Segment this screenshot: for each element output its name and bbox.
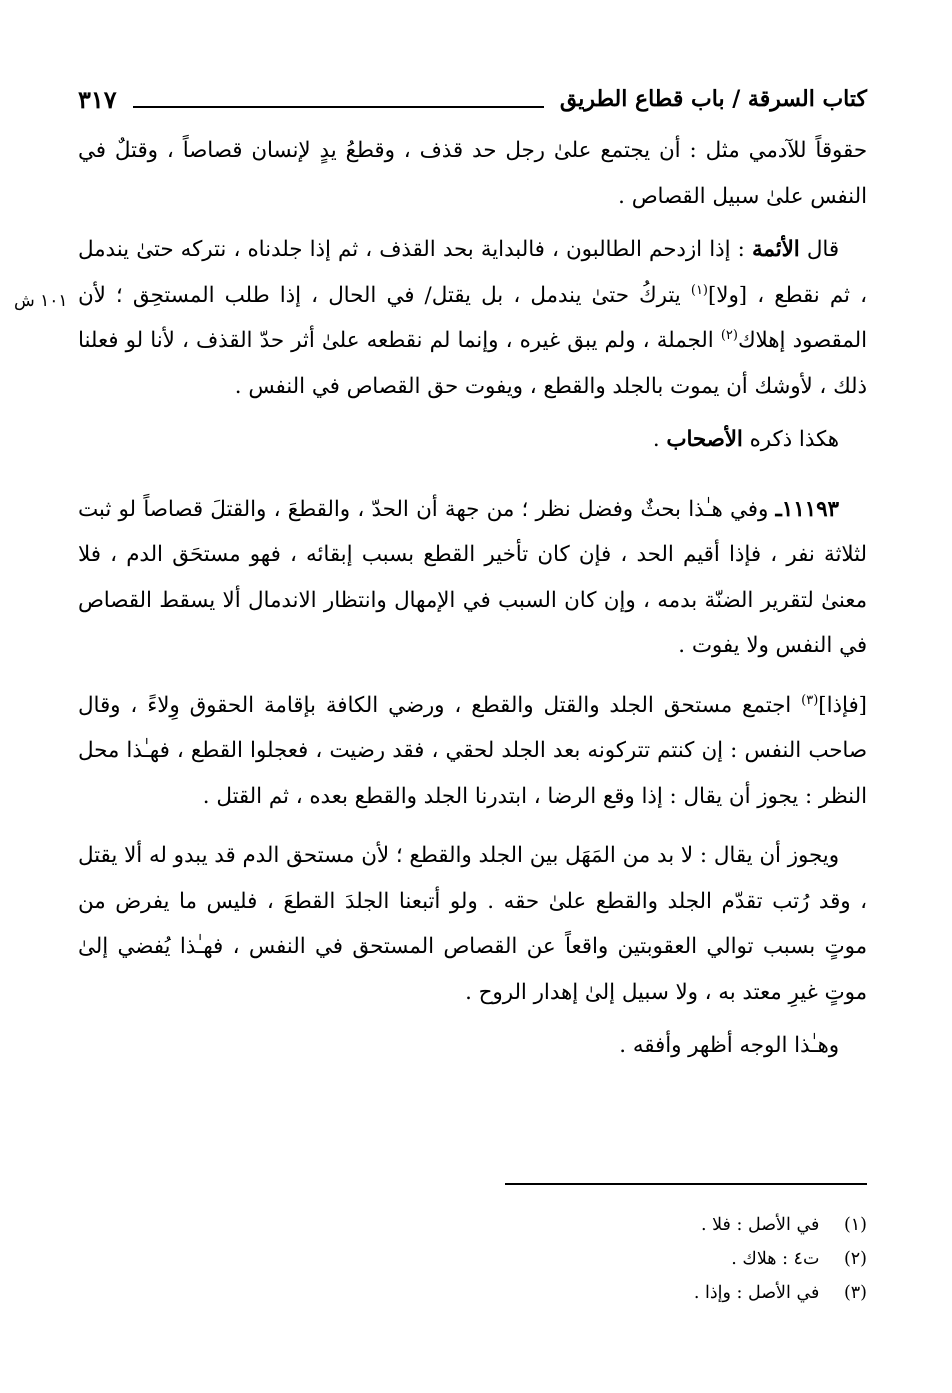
issue-number: ١١١٩٣ـ	[775, 496, 839, 522]
paragraph-5-text: اجتمع مستحق الجلد والقتل والقطع ، ورضي الكافة بإقامة الحقوق وِلاءً ، وقال صاحب النفس : إن كنتم تتركونه بعد الجلد لحقي ، فقد رضيت ، فعجلوا القطع ، فهـٰذا محل النظر : يجوز أن يقال : إذا وقع الرضا ، ابتدرنا الجلد والقطع بعده ، ثم القتل .	[78, 692, 867, 809]
header-rule	[133, 106, 544, 108]
paragraph-4	[78, 487, 867, 669]
paragraph-7: وهـٰذا الوجه أظهر وأفقه .	[619, 1033, 839, 1058]
paragraph-2	[78, 227, 867, 409]
footnotes	[267, 1208, 867, 1310]
footnote-item	[267, 1242, 867, 1276]
margin-manuscript-note: ١٠١ ش	[14, 291, 68, 311]
footnote-item	[267, 1276, 867, 1310]
footnote-separator	[505, 1183, 867, 1185]
paragraph-2-text-b: يتركُ حتىٰ يندمل ، بل يقتل/ في الحال ، إذا طلب المستحِق ؛ لأن المقصود إهلاك	[78, 282, 868, 353]
paragraph-3	[78, 417, 867, 463]
paragraph-2-text-a: : إذا ازدحم الطالبون ، فالبداية بحد القذف ، ثم إذا جلدناه ، نتركه حتىٰ يندمل ، ثم نقطع ، [ولا]	[78, 237, 867, 308]
footnote-text: في الأصل : وإذا .	[693, 1283, 820, 1303]
paragraph-3-bold-term: الأصحاب	[666, 427, 743, 452]
footnote-text: في الأصل : فلا .	[700, 1215, 820, 1235]
paragraph-3-lead: هكذا ذكره	[742, 427, 839, 452]
running-header	[78, 70, 867, 128]
footnote-item	[267, 1208, 867, 1242]
footnote-ref-1: (١)	[690, 282, 708, 298]
header-title: كتاب السرقة / باب قطاع الطريق	[559, 86, 867, 112]
paragraph-4-text: وفي هـٰذا بحثٌ وفضل نظر ؛ من جهة أن الحدّ ، والقطعَ ، والقتلَ قصاصاً لو ثبت لثلاثة نفر ، فإذا أقيم الحد ، فإن كان تأخير القطع بسبب إبقائه ، فهو مستحَق الدم ، فلا معنىٰ لتقرير الضنّة بدمه ، وإن كان السبب في الإمهال وانتظار الاندمال ألا يسقط القصاص في النفس ولا يفوت .	[78, 496, 867, 658]
paragraph-6: ويجوز أن يقال : لا بد من المَهَل بين الجلد والقطع ؛ لأن مستحق الدم قد يبدو له ألا يقتل ، وقد رُتب تقدّم الجلد والقطع علىٰ حقه . ولو أتبعنا الجلدَ القطعَ ، فليس ما يفرض من موتٍ بسبب توالي العقوبتين واقعاً عن القصاص المستحق في النفس ، فهـٰذا يُفضي إلىٰ موتٍ غيرِ معتد به ، ولا سبيل إلىٰ إهدار الروح .	[78, 843, 867, 1005]
footnote-text: ت٤ : هلاك .	[731, 1249, 820, 1269]
footnote-ref-3: (٣)	[801, 692, 819, 708]
paragraph-2-lead: قال	[799, 237, 839, 262]
paragraph-5-lead: [فإذا]	[818, 692, 867, 718]
page-number: ٣١٧	[78, 84, 117, 114]
footnote-number: (٢)	[843, 1249, 867, 1269]
paragraph-5	[78, 683, 867, 820]
paragraph-3-end: .	[652, 427, 667, 452]
paragraph-2-bold-term: الأئمة	[751, 237, 800, 262]
footnote-number: (٣)	[843, 1283, 867, 1303]
paragraph-2-text-c: الجملة ، ولم يبق غيره ، وإنما لم نقطعه علىٰ أثر حدّ القذف ، لأنا لو فعلنا ذلك ، لأوشك أن يموت بالجلد والقطع ، ويفوت حق القصاص في النفس .	[78, 328, 867, 399]
footnote-number: (١)	[843, 1215, 867, 1235]
paragraph-1: حقوقاً للآدمي مثل : أن يجتمع علىٰ رجل حد قذف ، وقطعُ يدٍ لإنسان قصاصاً ، وقتلٌ في النفس علىٰ سبيل القصاص .	[78, 138, 867, 209]
footnote-ref-2: (٢)	[720, 327, 738, 343]
page-content	[78, 70, 867, 1069]
